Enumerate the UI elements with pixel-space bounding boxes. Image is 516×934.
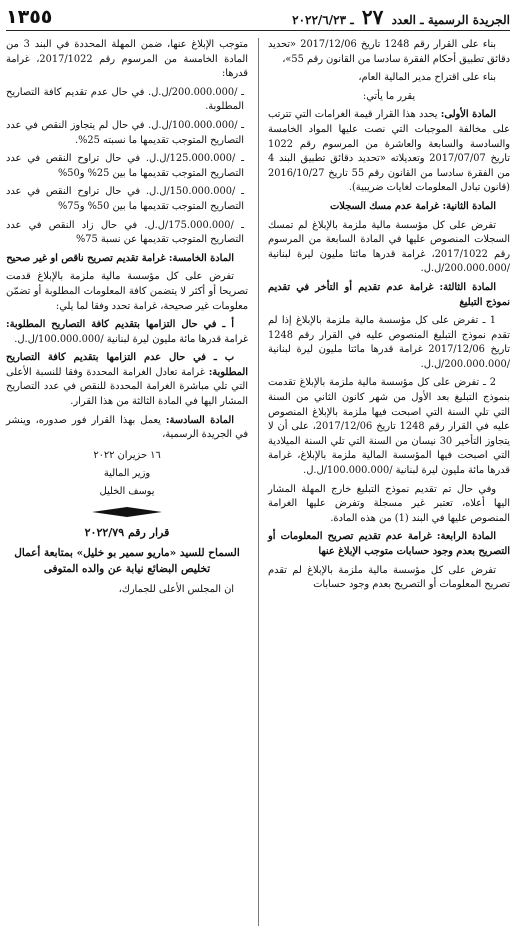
page-number: ١٣٥٥ [6,6,53,28]
fine-item: ـ /100.000.000/ل.ل. في حال لم يتجاوز النقص في عدد التصاريح المتوجب تقديمها ما نسبته 25%. [6,119,244,146]
preamble-decision-1248: بناء على القرار رقم 1248 تاريخ 2017/12/06 «تحديد دقائق تطبيق أحكام الفقرة سادسا من القانون رقم 55»، [268,39,510,65]
fine-item: ـ /200.000.000/ل.ل. في حال عدم تقديم كافة التصاريح المطلوبة. [6,86,244,113]
issue-number: ٢٧ [361,5,384,29]
fine-item: ـ /150.000.000/ل.ل. في حال تراوح النقص في عدد التصاريح المتوجب تقديمها ما بين 50% و75% [6,186,244,212]
left-column [6,38,248,602]
article-3-title: المادة الثالثة: غرامة عدم تقديم أو التأخر في تقديم نموذج التبليغ [268,281,510,308]
fine-item: ـ /175.000.000/ل.ل. في حال زاد النقص في عدد التصاريح المتوجب تقديمها عن نسبة 75% [6,219,244,246]
article-6-text: يعمل بهذا القرار فور صدوره، وينشر في الجريدة الرسمية، [6,414,248,441]
preamble-proposal: بناء على اقتراح مدير المالية العام، [358,72,496,84]
article-3-item-1: 1 ـ تفرض على كل مؤسسة مالية ملزمة بالإبلاغ إذا لم تقدم نموذج التبليغ المنصوص عليه في القرار رقم 1248 تاريخ 2017/12/06 غرامة قدرها مائتا مليون ليرة لبنانية /200.000.000/ل.ل. [268,315,511,370]
section-separator-ornament [6,507,248,523]
article-4-continued: متوجب الإبلاغ عنها، ضمن المهلة المحددة في البند 3 من المادة الخامسة من المرسوم رقم 2017/1022، غرامة قدرها: [6,39,249,80]
article-1-text: يحدد هذا القرار قيمة الغرامات التي تترتب على مخالفة الموجبات التي نصت عليها المواد الخامسة والسادسة والسابعة والعاشرة من المرسوم رقم 1022 تاريخ 2017/07/07 وتعديلاته «تحديد دقائق تطبيق البند 4 من الفقرة سادسا من القانون رقم 55 تاريخ 2016/10/27 (قانون تبادل المعلومات لغايات ضريبية). [268,109,511,194]
signature-date: ١٦ حزيران ٢٠٢٢ [93,449,161,461]
article-5-case-b-label: ب ـ في حال عدم التزامها بتقديم كافة التصاريح المطلوبة: [6,352,248,378]
ornament-icon [92,507,162,517]
article-5-case-b [6,351,248,409]
article-5-title: المادة الخامسة: غرامة تقديم تصريح ناقص او غير صحيح [6,252,234,264]
article-2-text: تفرض على كل مؤسسة مالية ملزمة بالإبلاغ لم تمسك السجلات المنصوص عليها في المادة السابعة من المرسوم رقم 2017/1022، غرامة قدرها مائتا مليون ليرة لبنانية /200.000.000/ل.ل. [268,219,510,275]
fine-item: ـ /125.000.000/ل.ل. في حال تراوح النقص في عدد التصاريح المتوجب تقديمها ما بين 25% و50% [6,153,244,179]
signer-title: وزير المالية [103,467,151,479]
article-6-label: المادة السادسة: [165,414,234,426]
article-2-title: المادة الثانية: غرامة عدم مسك السجلات [330,200,496,212]
article-4-text: تفرض على كل مؤسسة مالية ملزمة بالإبلاغ لم تقدم تصريح المعلومات أو التصريح بعدم وجود حسابات [268,564,510,591]
article-3-item-2: 2 ـ تفرض على كل مؤسسة مالية ملزمة بالإبلاغ تقدمت بنموذج التبليغ بعد الأول من شهر كانون الثاني من السنة التي تلي السنة التي اصبحت فيها ملزمة بالإبلاغ المنصوص عليه في القرار رقم 1248 تاريخ 2017/12/06، على أن لا يتجاوز التأخير 30 نيسان من السنة التي تلي السنة الميلادية التي اصبحت فيها المؤسسة المالية ملزمة بالإبلاغ، غرامة قدرها مائة مليون ليرة لبنانية /100.000.000/ل.ل. [268,377,511,477]
article-5-case-b-text: غرامة تعادل الغرامة المحددة وفقا للنسبة الأعلى التي تلي مباشرة الغرامة المحددة للنقص في عدد التصاريح المشار اليها في المادة الثالثة من هذا القرار. [6,366,248,408]
page-header [6,4,510,31]
article-6 [6,414,248,443]
article-3-tail: وفي حال تم تقديم نموذج التبليغ خارج المهلة المشار اليها أعلاه، تعتبر غير مسجلة وتفرض عليها الغرامة المنصوص عليها في البند (1) من هذه المادة. [268,483,510,524]
decides-heading: يقرر ما يأتي: [362,90,416,102]
article-1 [268,108,510,196]
column-divider [258,38,259,926]
article-5-case-a-text: غرامة قدرها مائة مليون ليرة لبنانية /100.000.000/ل.ل. [14,333,248,345]
decision-subject: السماح للسيد «ماريو سمير بو خليل» بمتابعة أعمال تخليص البضائع نيابة عن والده المتوفى [14,547,240,576]
decision-preamble: ان المجلس الأعلى للجمارك، [118,584,234,596]
article-5-text: تفرض على كل مؤسسة مالية ملزمة بالإبلاغ قدمت تصريحا أو أكثر لا يتضمن كافة المعلومات المطلوبة أو تضمّن معلومات غير صحيحة، غرامة تحدد وفقا لما يلي: [6,271,248,312]
article-5-case-a [6,318,248,347]
decision-title: قرار رقم ٢٠٢٢/٧٩ [84,526,170,540]
article-5-case-a-label: أ ـ في حال التزامها بتقديم كافة التصاريح المطلوبة: [6,319,234,331]
article-1-label: المادة الأولى: [440,109,496,121]
signer-name: يوسف الخليل [99,485,155,497]
journal-title [292,5,510,29]
article-4-title: المادة الرابعة: غرامة عدم تقديم تصريح المعلومات أو التصريح بعدم وجود حسابات متوجب الإبلاغ عنها [268,531,510,557]
journal-name: الجريدة الرسمية ـ العدد [391,13,510,27]
right-column [268,38,510,597]
issue-date: ـ ٢٠٢٢/٦/٢٣ [292,13,354,27]
